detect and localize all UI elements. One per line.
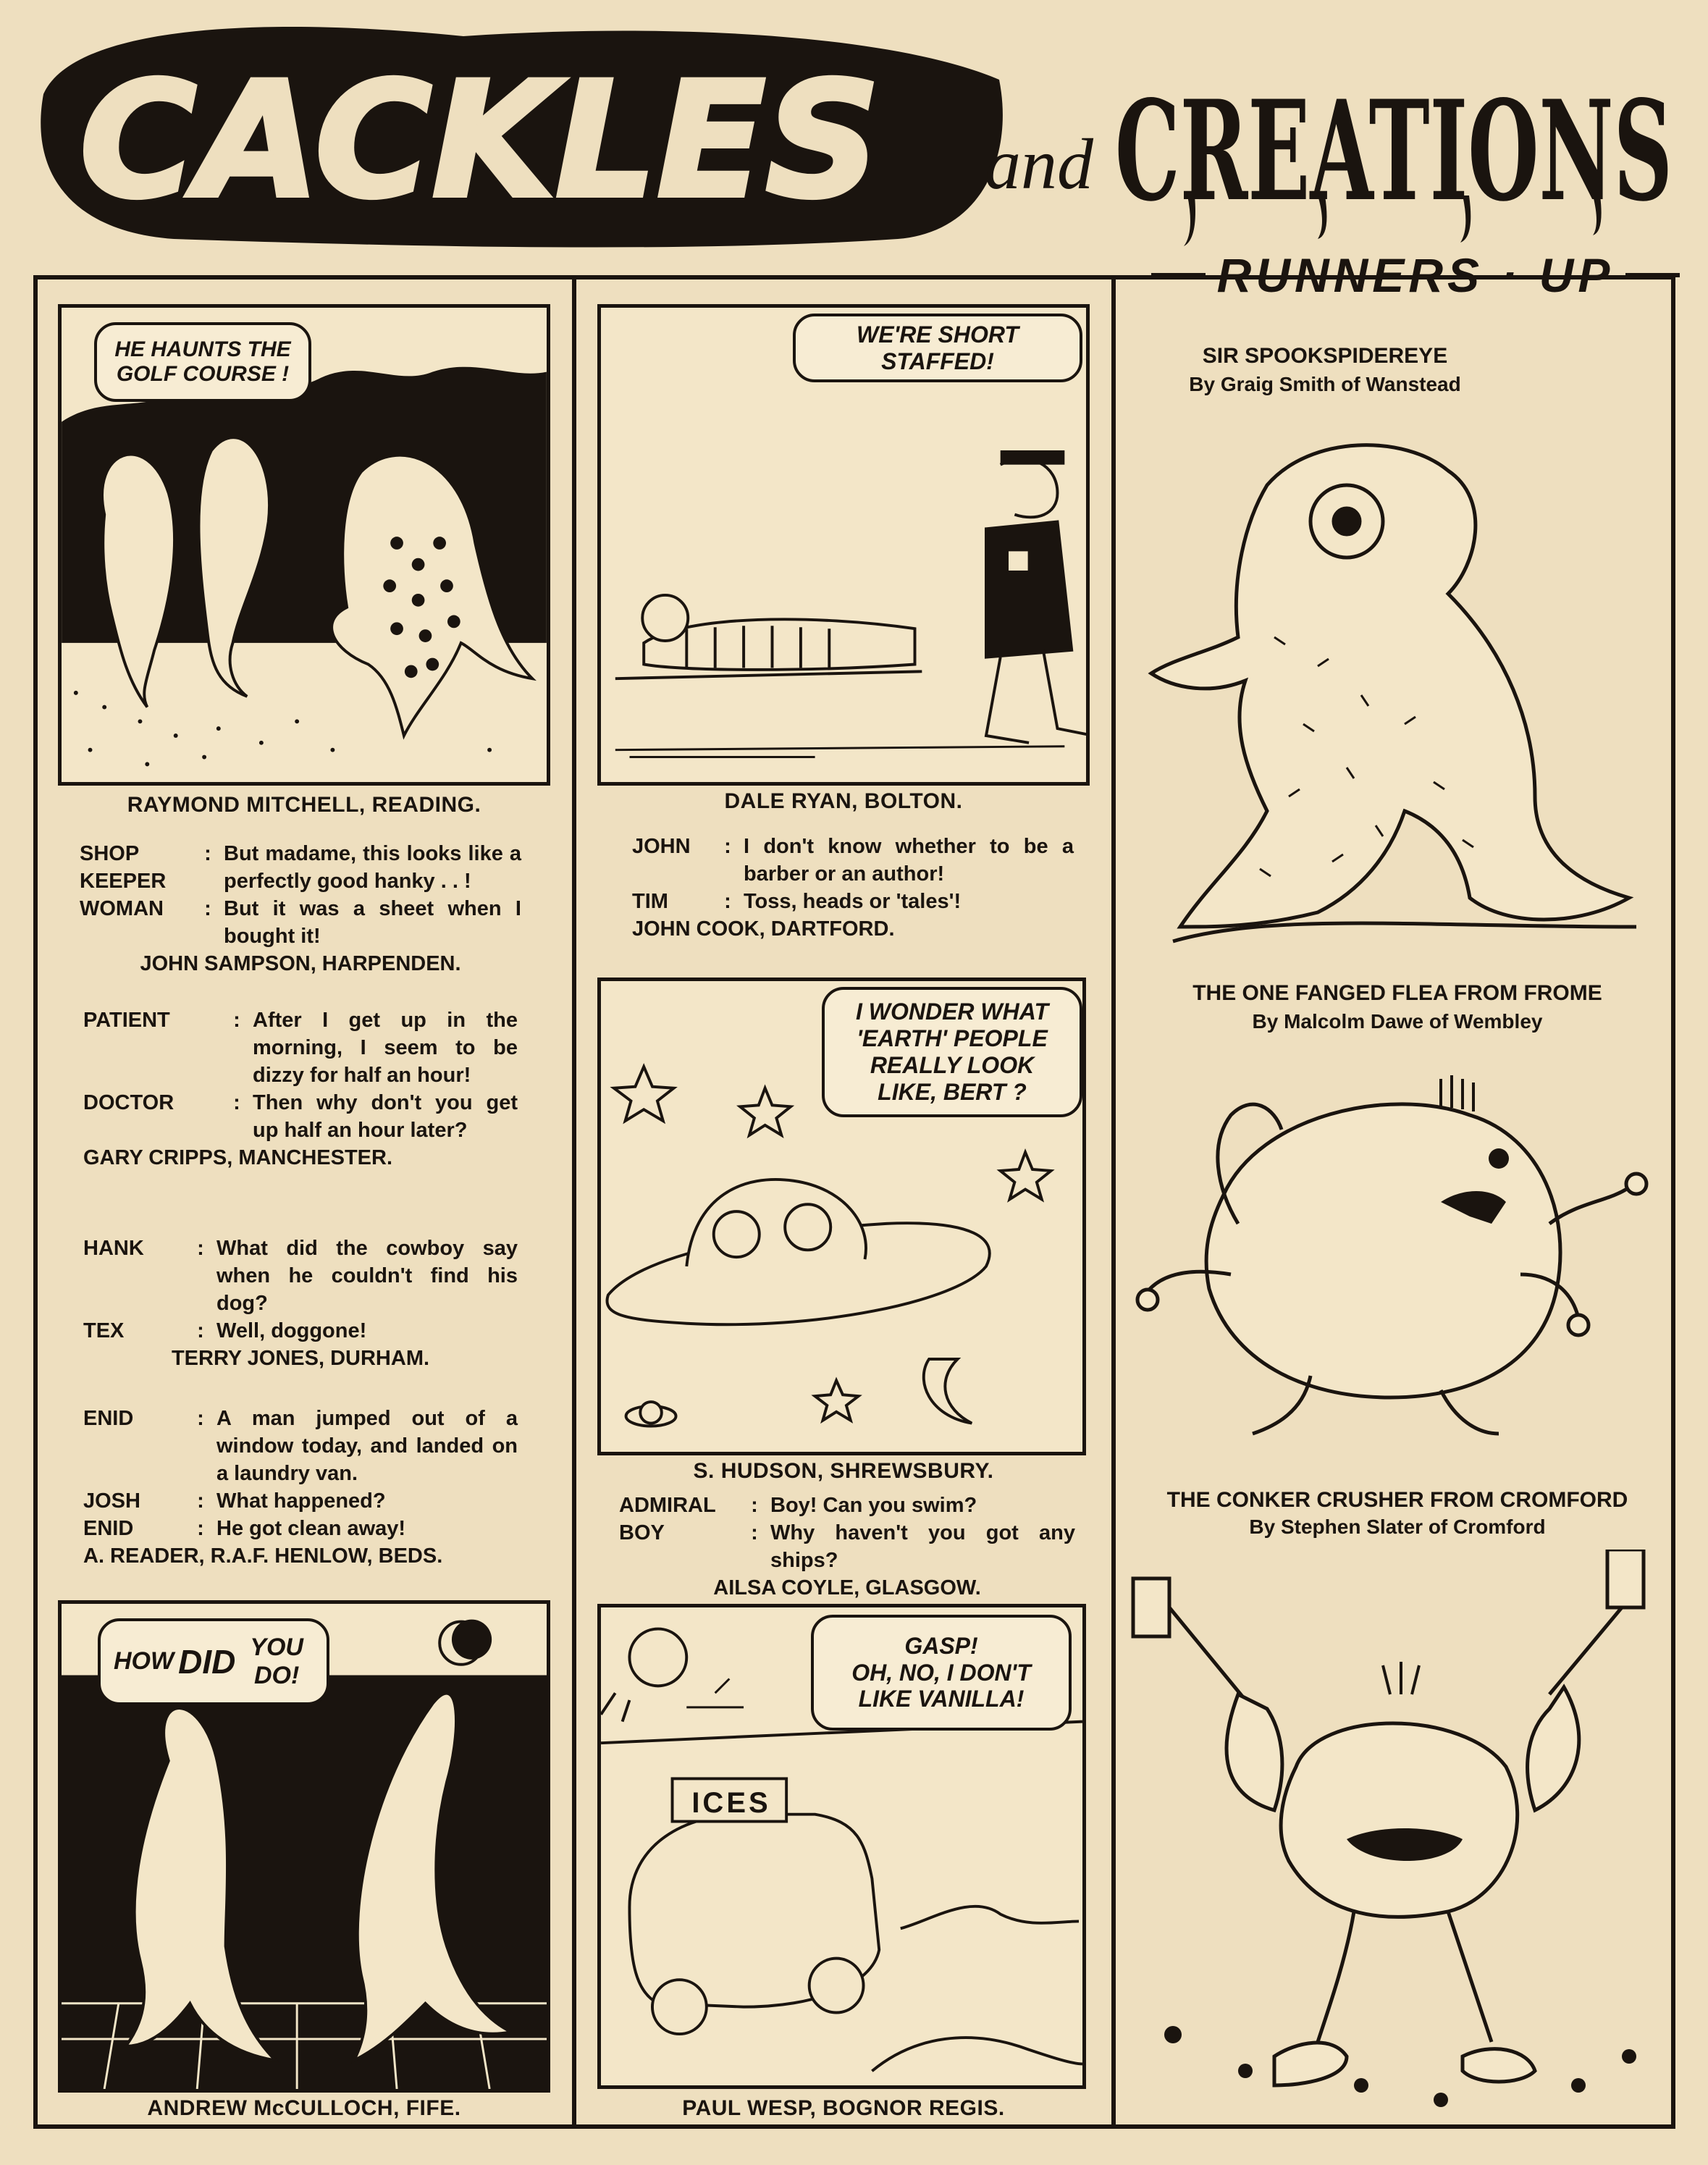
entry-title-one-fanged-flea: THE ONE FANGED FLEA FROM FROME: [1192, 981, 1602, 1005]
joke-line: [83, 1515, 518, 1542]
joke-text: Toss, heads or 'tales'!: [744, 890, 962, 913]
column-divider-1: [572, 275, 576, 2129]
page-header: [29, 14, 1687, 253]
credit-s-hudson: S. HUDSON, SHREWSBURY.: [693, 1459, 994, 1483]
speech-bubble: [98, 1618, 329, 1705]
cartoon-vanilla: [597, 1604, 1086, 2089]
speech-bubble: GASP! OH, NO, I DON'T LIKE VANILLA!: [811, 1615, 1072, 1731]
joke-signature: AILSA COYLE, GLASGOW.: [713, 1576, 981, 1599]
entry-by-graig-smith: By Graig Smith of Wanstead: [1189, 373, 1461, 395]
joke-colon: :: [233, 1009, 240, 1032]
speech-bubble: HE HAUNTS THE GOLF COURSE !: [94, 322, 311, 402]
joke-line: [83, 1006, 518, 1089]
joke-line: [619, 1492, 1075, 1519]
speech-bubble: I WONDER WHAT 'EARTH' PEOPLE REALLY LOOK LIKE, BERT ?: [822, 987, 1082, 1117]
joke-text: I don't know whether to be a barber or an author!: [744, 835, 1074, 886]
joke-signature: GARY CRIPPS, MANCHESTER.: [83, 1146, 392, 1169]
flea-drawing: [1129, 1057, 1665, 1463]
title-and: and: [985, 124, 1093, 204]
joke-speaker: ENID: [83, 1407, 134, 1430]
entry-title-conker-crusher: THE CONKER CRUSHER FROM CROMFORD: [1166, 1488, 1628, 1512]
joke-speaker: TEX: [83, 1319, 125, 1342]
joke-speaker: DOCTOR: [83, 1091, 174, 1114]
joke-speaker: ENID: [83, 1517, 134, 1540]
cartoon-short-staffed: [597, 304, 1090, 786]
joke-colon: :: [197, 1517, 204, 1540]
joke-line: [83, 1487, 518, 1515]
bubble-text-pre: HOW: [114, 1647, 174, 1676]
joke-signature: JOHN COOK, DARTFORD.: [632, 917, 895, 941]
cartoon-golf-ghosts: [58, 304, 550, 786]
joke-text: But madame, this looks like a perfectly good hanky . . !: [224, 842, 521, 893]
joke-colon: :: [197, 1237, 204, 1260]
joke-line: [632, 833, 1074, 888]
conker-crusher-drawing: [1129, 1550, 1665, 2114]
joke-line: [619, 1519, 1075, 1574]
joke-speaker: WOMAN: [80, 897, 164, 920]
bubble-text-emphasis: DID: [178, 1642, 236, 1681]
cartoon-how-did-you-do: [58, 1600, 550, 2093]
joke-colon: :: [204, 842, 211, 865]
joke-line: [83, 1089, 518, 1144]
joke-shopkeeper: [80, 840, 521, 978]
joke-text: A man jumped out of a window today, and landed on a laundry van.: [216, 1407, 518, 1485]
monster-spookspidereye-drawing: [1129, 420, 1651, 956]
credit-raymond-mitchell: RAYMOND MITCHELL, READING.: [127, 793, 481, 817]
joke-speaker: PATIENT: [83, 1009, 170, 1032]
runners-up-label: RUNNERS · UP: [1216, 248, 1615, 302]
joke-colon: :: [233, 1091, 240, 1114]
joke-signature: JOHN SAMPSON, HARPENDEN.: [140, 952, 461, 975]
credit-paul-wesp: PAUL WESP, BOGNOR REGIS.: [682, 2096, 1005, 2120]
joke-text: After I get up in the morning, I seem to be dizzy for half an hour!: [253, 1009, 518, 1087]
joke-admiral: [619, 1492, 1075, 1602]
joke-signature: A. READER, R.A.F. HENLOW, BEDS.: [83, 1544, 443, 1568]
van-sign-ices: ICES: [691, 1786, 771, 1819]
speech-bubble: WE'RE SHORT STAFFED!: [793, 314, 1082, 382]
joke-speaker: BOY: [619, 1521, 665, 1544]
joke-colon: :: [197, 1319, 204, 1342]
joke-text: But it was a sheet when I bought it!: [224, 897, 521, 948]
joke-colon: :: [204, 897, 211, 920]
joke-speaker: ADMIRAL: [619, 1494, 716, 1517]
joke-line: [83, 1235, 518, 1317]
joke-text: What did the cowboy say when he couldn't find his dog?: [216, 1237, 518, 1315]
joke-line: [80, 840, 521, 895]
joke-line: [632, 888, 1074, 915]
title-logo: [29, 14, 1687, 253]
credit-andrew-mcculloch: ANDREW McCULLOCH, FIFE.: [147, 2096, 461, 2120]
joke-speaker: HANK: [83, 1237, 144, 1260]
entry-by-malcolm-dawe: By Malcolm Dawe of Wembley: [1252, 1010, 1543, 1033]
joke-line: [83, 1405, 518, 1487]
joke-laundry: [83, 1405, 518, 1570]
joke-text: Well, doggone!: [216, 1319, 367, 1342]
joke-patient: [83, 1006, 518, 1172]
joke-text: He got clean away!: [216, 1517, 406, 1540]
title-cackles: CACKLES: [80, 48, 880, 233]
joke-text: Then why don't you get up half an hour later?: [253, 1091, 518, 1142]
joke-colon: :: [197, 1407, 204, 1430]
joke-colon: :: [197, 1489, 204, 1513]
entry-by-stephen-slater: By Stephen Slater of Cromford: [1249, 1516, 1546, 1538]
joke-line: [80, 895, 521, 950]
joke-colon: :: [751, 1494, 758, 1517]
title-creations: CREATIONS: [1115, 70, 1673, 232]
cartoon-earth-people: [597, 978, 1086, 1455]
joke-speaker: SHOP KEEPER: [80, 842, 167, 893]
joke-speaker: JOSH: [83, 1489, 140, 1513]
joke-colon: :: [724, 835, 731, 858]
credit-dale-ryan: DALE RYAN, BOLTON.: [724, 789, 963, 813]
entry-title-spookspidereye: SIR SPOOKSPIDEREYE: [1202, 344, 1448, 368]
joke-text: Boy! Can you swim?: [770, 1494, 977, 1517]
bubble-text-post: YOU DO!: [250, 1633, 303, 1689]
joke-text: What happened?: [216, 1489, 386, 1513]
joke-speaker: JOHN: [632, 835, 691, 858]
joke-colon: :: [724, 890, 731, 913]
joke-barber: [632, 833, 1074, 943]
joke-line: [83, 1317, 518, 1345]
column-divider-2: [1111, 275, 1116, 2129]
joke-cowboy: [83, 1235, 518, 1372]
joke-colon: :: [751, 1521, 758, 1544]
joke-speaker: TIM: [632, 890, 668, 913]
joke-text: Why haven't you got any ships?: [770, 1521, 1075, 1572]
joke-signature: TERRY JONES, DURHAM.: [171, 1347, 430, 1370]
